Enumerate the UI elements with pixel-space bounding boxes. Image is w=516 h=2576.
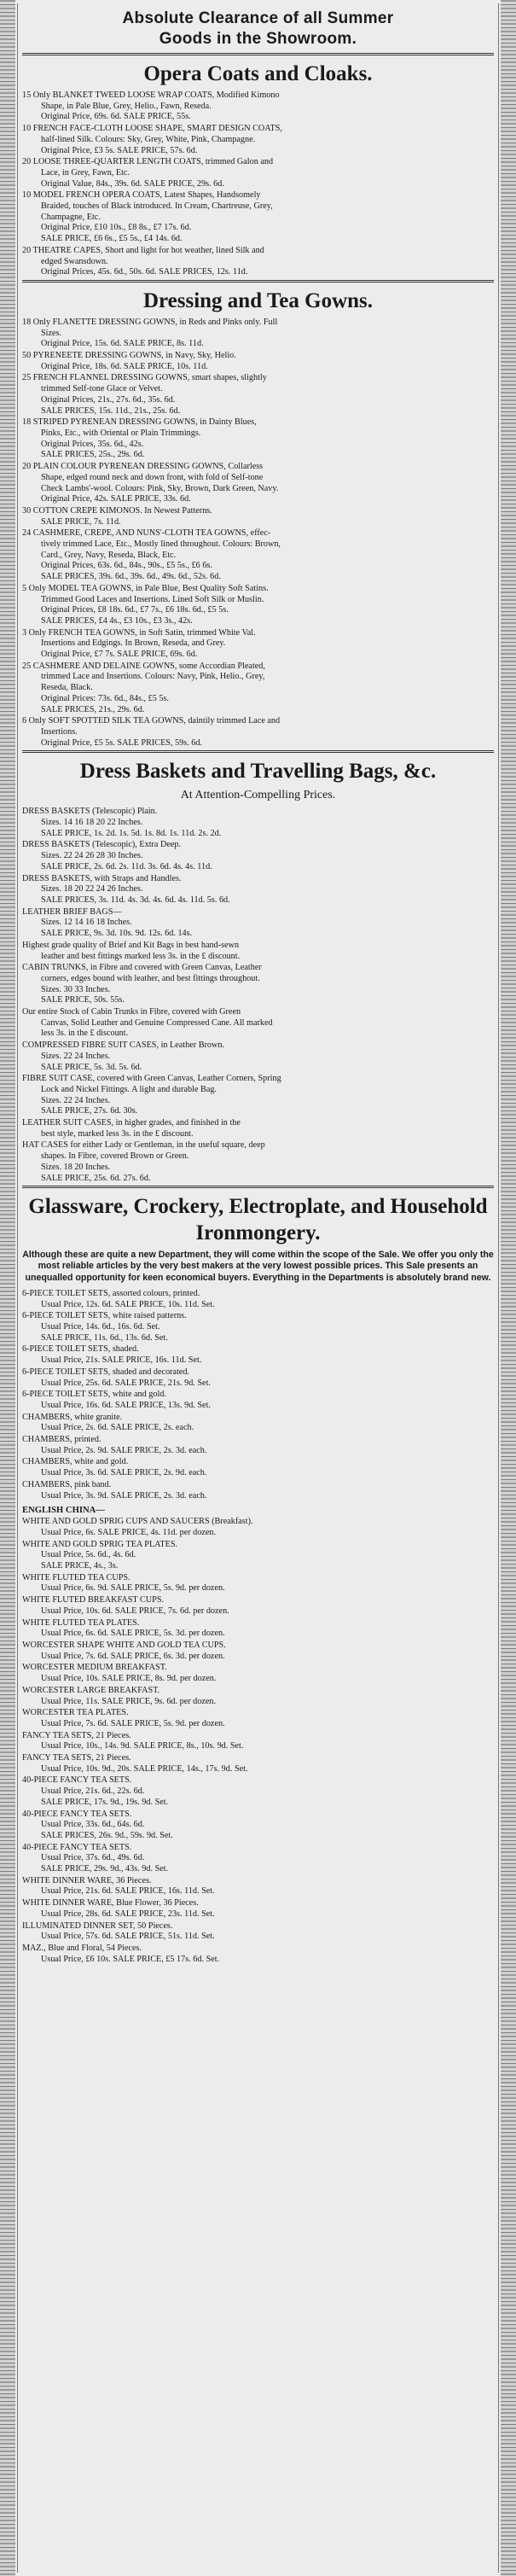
item-line: Usual Price, 6s. 6d. SALE PRICE, 5s. 3d. per dozen. (41, 1629, 225, 1639)
item-line: Original Prices, 21s., 27s. 6d., 35s. 6d. (41, 394, 176, 405)
item-line: WORCESTER MEDIUM BREAKFAST. (22, 1663, 167, 1673)
item-line: DRESS BASKETS (Telescopic), Extra Deep. (22, 840, 182, 850)
item-line: Usual Price, 2s. 6d. SALE PRICE, 2s. each. (41, 1423, 194, 1433)
item-line: 20 THEATRE CAPES, Short and light for hot weather, lined Silk and (22, 245, 264, 255)
item-line: Sizes. 18 20 Inches. (41, 1162, 111, 1172)
item-line: Usual Price, 10s. SALE PRICE, 8s. 9d. per dozen. (41, 1674, 217, 1684)
item-line: Usual Price, 6s. SALE PRICE, 4s. 11d. per dozen. (41, 1527, 217, 1537)
item-line: Usual Price, 16s. 6d. SALE PRICE, 13s. 9d. Set. (41, 1400, 211, 1410)
main-heading-line2: Goods in the Showroom. (159, 30, 357, 48)
subheading: ENGLISH CHINA— (22, 1506, 105, 1516)
item-line: SALE PRICE, 7s. 11d. (41, 516, 121, 527)
item-line: FANCY TEA SETS, 21 Pieces. (22, 1730, 131, 1740)
item-line: 24 CASHMERE, CREPE, AND NUNS'-CLOTH TEA GOWNS, effec- (22, 528, 271, 539)
item-line: Sizes. 18 20 22 24 26 Inches. (41, 884, 143, 895)
item-line: SALE PRICE, 27s. 6d. 30s. (41, 1106, 138, 1116)
item-line: Usual Price, 21s. 6d. SALE PRICE, 16s. 11d. Set. (41, 1886, 215, 1897)
item-line: Usual Price, 7s. 6d. SALE PRICE, 5s. 9d. per dozen. (41, 1718, 225, 1728)
item-line: Shape, edged round neck and down front, with fold of Self-tone (41, 472, 264, 482)
item-line: edged Swansdown. (41, 256, 108, 266)
item-line: leather and best fittings marked less 3s. in the £ discount. (41, 951, 241, 961)
item-line: Original Value, 84s., 39s. 6d. SALE PRICE, 29s. 6d. (41, 178, 224, 189)
item-line: 20 PLAIN COLOUR PYRENEAN DRESSING GOWNS, Collarless (22, 462, 264, 472)
item-line: Usual Price, 3s. 6d. SALE PRICE, 2s. 9d. each. (41, 1468, 207, 1478)
item-line: CHAMBERS, white granite. (22, 1412, 123, 1422)
item-line: WORCESTER LARGE BREAKFAST. (22, 1685, 160, 1695)
item-line: less 3s. in the £ discount. (41, 1029, 129, 1039)
item-line: SALE PRICE, 9s. 3d. 10s. 9d. 12s. 6d. 14s. (41, 929, 193, 939)
item-line: SALE PRICE, 1s. 2d. 1s. 5d. 1s. 8d. 1s. 11d. 2s. 2d. (41, 828, 222, 838)
item-line: WHITE FLUTED TEA CUPS. (22, 1572, 130, 1582)
item-line: SALE PRICE, 4s., 3s. (41, 1561, 119, 1571)
item-line: Usual Price, 33s. 6d., 64s. 6d. (41, 1820, 145, 1830)
item-line: Usual Price, 21s. SALE PRICE, 16s. 11d. Set. (41, 1355, 202, 1366)
item-line: SALE PRICES, 21s., 29s. 6d. (41, 704, 145, 714)
item-line: SALE PRICES, 26s. 9d., 59s. 9d. Set. (41, 1830, 173, 1840)
item-line: FIBRE SUIT CASE, covered with Green Canvas, Leather Corners, Spring (22, 1074, 281, 1084)
item-line: CABIN TRUNKS, in Fibre and covered with Green Canvas, Leather (22, 963, 262, 973)
item-line: Usual Price, 2s. 9d. SALE PRICE, 2s. 3d. each. (41, 1445, 207, 1455)
item-line: Trimmed Good Laces and Insertions. Lined Soft Silk or Muslin. (41, 594, 264, 604)
item-line: Original Prices, 63s. 6d., 84s., 90s., £5 5s., £6 6s. (41, 561, 212, 571)
item-line: trimmed Lace and Insertions. Colours: Navy, Pink, Helio., Grey, (41, 672, 265, 682)
item-line: SALE PRICE, 50s. 55s. (41, 995, 125, 1005)
item-line: WORCESTER SHAPE WHITE AND GOLD TEA CUPS. (22, 1640, 226, 1650)
item-line: Original Prices: 73s. 6d., 84s., £5 5s. (41, 693, 169, 703)
item-line: Check Lambs'-wool. Colours: Pink, Sky, Brown, Dark Green, Navy. (41, 483, 279, 493)
item-line: Usual Price, 28s. 6d. SALE PRICE, 23s. 11d. Set. (41, 1909, 215, 1919)
item-line: Shape, in Pale Blue, Grey, Helio., Fawn, Reseda. (41, 101, 212, 111)
item-line: SALE PRICE, 17s. 9d., 19s. 9d. Set. (41, 1797, 169, 1807)
item-line: Original Prices, £8 18s. 6d., £7 7s., £6 18s. 6d., £5 5s. (41, 605, 229, 615)
item-line: Usual Price, 11s. SALE PRICE, 9s. 6d. per dozen. (41, 1696, 217, 1706)
item-line: Original Prices, 35s. 6d., 42s. (41, 439, 144, 449)
item-line: 50 PYRENEETE DRESSING GOWNS, in Navy, Sky, Helio. (22, 351, 236, 361)
item-line: 15 Only BLANKET TWEED LOOSE WRAP COATS, Modified Kimono (22, 90, 280, 100)
item-line: Highest grade quality of Brief and Kit Bags in best hand-sewn (22, 940, 240, 950)
main-heading-line1: Absolute Clearance of all Summer (122, 9, 394, 27)
item-line: Sizes. 22 24 Inches. (41, 1051, 111, 1061)
item-line: 40-PIECE FANCY TEA SETS. (22, 1842, 132, 1852)
item-line: 40-PIECE FANCY TEA SETS. (22, 1775, 132, 1786)
item-line: Usual Price, 10s. 6d. SALE PRICE, 7s. 6d. per dozen. (41, 1606, 229, 1616)
item-line: LEATHER BRIEF BAGS— (22, 906, 122, 917)
item-line: Usual Price, 21s. 6d., 22s. 6d. (41, 1786, 145, 1797)
item-line: Original Price, £3 5s. SALE PRICE, 57s. 6d. (41, 145, 198, 155)
item-line: CHAMBERS, white and gold. (22, 1457, 129, 1467)
item-line: half-lined Silk. Colours: Sky, Grey, White, Pink, Champagne. (41, 134, 256, 144)
item-line: 25 FRENCH FLANNEL DRESSING GOWNS, smart shapes, slightly (22, 373, 267, 383)
item-line: WHITE FLUTED BREAKFAST CUPS. (22, 1595, 165, 1606)
item-line: Usual Price, 5s. 6d., 4s. 6d. (41, 1550, 136, 1560)
item-line: SALE PRICE, 11s. 6d., 13s. 6d. Set. (41, 1332, 168, 1343)
item-line: Insertions and Edgings. In Brown, Reseda, and Grey. (41, 638, 226, 649)
item-line: Lace, in Grey, Fawn, Etc. (41, 167, 130, 178)
item-line: Original Price, £10 10s., £8 8s., £7 17s. 6d. (41, 223, 192, 233)
item-line: LEATHER SUIT CASES, in higher grades, and finished in the (22, 1118, 241, 1128)
item-line: Sizes. 14 16 18 20 22 Inches. (41, 818, 143, 828)
item-line: Sizes. (41, 328, 62, 338)
item-line: Braided, touches of Black introduced. In Cream, Chartreuse, Grey, (41, 201, 273, 212)
item-line: 6 Only SOFT SPOTTED SILK TEA GOWNS, daintily trimmed Lace and (22, 716, 281, 726)
item-line: SALE PRICES, 15s. 11d., 21s., 25s. 6d. (41, 405, 181, 416)
item-line: Usual Price, 10s., 14s. 9d. SALE PRICE, 8s., 10s. 9d. Set. (41, 1741, 244, 1751)
item-line: SALE PRICES, 25s., 29s. 6d. (41, 450, 145, 460)
section-title: Dressing and Tea Gowns. (142, 288, 374, 312)
item-line: WORCESTER TEA PLATES. (22, 1708, 129, 1718)
item-line: Original Prices, 45s. 6d., 50s. 6d. SALE PRICES, 12s. 11d. (41, 267, 248, 277)
item-line: 6-PIECE TOILET SETS, assorted colours, printed. (22, 1288, 200, 1298)
item-line: SALE PRICES, 39s. 6d., 39s. 6d., 49s. 6d., 52s. 6d. (41, 572, 221, 582)
item-line: 18 STRIPED PYRENEAN DRESSING GOWNS, in Dainty Blues, (22, 417, 257, 428)
item-line: HAT CASES for either Lady or Gentleman, in the useful square, deep (22, 1140, 265, 1151)
item-line: Our entire Stock of Cabin Trunks in Fibre, covered with Green (22, 1007, 241, 1017)
item-line: Usual Price, 37s. 6d., 49s. 6d. (41, 1853, 145, 1863)
section-subtitle: At Attention-Compelling Prices. (180, 789, 336, 802)
item-line: SALE PRICE, £6 6s., £5 5s., £4 14s. 6d. (41, 234, 183, 244)
item-line: Pinks, Etc., with Oriental or Plain Trimmings. (41, 428, 201, 438)
item-line: Usual Price, 25s. 6d. SALE PRICE, 21s. 9d. Set. (41, 1378, 211, 1388)
right-border (501, 0, 516, 2576)
item-line: Usual Price, 3s. 9d. SALE PRICE, 2s. 3d. each. (41, 1490, 207, 1501)
item-line: Original Price, 18s. 6d. SALE PRICE, 10s. 11d. (41, 361, 208, 371)
item-line: Canvas, Solid Leather and Genuine Compressed Cane. All marked (41, 1017, 273, 1028)
section-title: Opera Coats and Cloaks. (143, 62, 373, 85)
item-line: FANCY TEA SETS, 21 Pieces. (22, 1753, 131, 1763)
item-line: best style, marked less 3s. in the £ discount. (41, 1128, 194, 1139)
page-frame (17, 3, 499, 2573)
item-line: Sizes. 22 24 26 28 30 Inches. (41, 851, 143, 861)
item-line: 18 Only FLANETTE DRESSING GOWNS, in Reds and Pinks only. Full (22, 317, 278, 327)
item-line: WHITE FLUTED TEA PLATES. (22, 1617, 140, 1628)
item-line: 5 Only MODEL TEA GOWNS, in Pale Blue, Best Quality Soft Satins. (22, 583, 269, 593)
item-line: Insertions. (41, 726, 78, 737)
item-line: SALE PRICE, 29s. 9d., 43s. 9d. Set. (41, 1864, 169, 1874)
item-line: MAZ., Blue and Floral, 54 Pieces. (22, 1943, 142, 1953)
item-line: 30 COTTON CREPE KIMONOS. In Newest Patterns. (22, 505, 212, 516)
item-line: SALE PRICE, 25s. 6d. 27s. 6d. (41, 1173, 151, 1183)
item-line: SALE PRICES, 3s. 11d. 4s. 3d. 4s. 6d. 4s. 11d. 5s. 6d. (41, 895, 230, 905)
item-line: 20 LOOSE THREE-QUARTER LENGTH COATS, trimmed Galon and (22, 157, 274, 167)
item-line: tively trimmed Lace, Etc., Mostly lined throughout. Colours: Brown, (41, 539, 281, 550)
section-title: Glassware, Crockery, Electroplate, and Household Ironmongery. (28, 1195, 488, 1245)
item-line: Usual Price, 12s. 6d. SALE PRICE, 10s. 11d. Set. (41, 1299, 215, 1309)
item-line: Sizes. 12 14 16 18 Inches. (41, 918, 132, 928)
item-line: corners, edges bound with leather, and best fittings throughout. (41, 973, 260, 983)
item-line: Card., Grey, Navy, Reseda, Black, Etc. (41, 550, 177, 560)
item-line: 6-PIECE TOILET SETS, white and gold. (22, 1390, 166, 1400)
item-line: CHAMBERS, printed. (22, 1435, 101, 1445)
item-line: Usual Price, 14s. 6d., 16s. 6d. Set. (41, 1322, 160, 1332)
item-line: Usual Price, 10s. 9d., 20s. SALE PRICE, 14s., 17s. 9d. Set. (41, 1763, 248, 1774)
item-line: SALE PRICES, £4 4s., £3 10s., £3 3s., 42s. (41, 615, 193, 626)
item-line: Sizes. 30 33 Inches. (41, 984, 111, 994)
item-line: shapes. In Fibre, covered Brown or Green. (41, 1151, 189, 1162)
item-line: Original Price, 42s. SALE PRICE, 33s. 6d. (41, 494, 191, 504)
section-title: Dress Baskets and Travelling Bags, &c. (79, 760, 437, 784)
item-line: DRESS BASKETS (Telescopic) Plain. (22, 807, 158, 817)
item-line: Usual Price, £6 10s. SALE PRICE, £5 17s. 6d. Set. (41, 1954, 220, 1964)
item-line: SALE PRICE, 2s. 6d. 2s. 11d. 3s. 6d. 4s. 4s. 11d. (41, 861, 212, 871)
item-line: 10 FRENCH FACE-CLOTH LOOSE SHAPE, SMART DESIGN COATS, (22, 124, 282, 134)
item-line: Usual Price, 57s. 6d. SALE PRICE, 51s. 11d. Set. (41, 1932, 215, 1942)
item-line: 25 CASHMERE AND DELAINE GOWNS, some Accordian Pleated, (22, 661, 265, 671)
item-line: Lock and Nickel Fittings. A light and durable Bag. (41, 1084, 217, 1094)
item-line: Original Price, 15s. 6d. SALE PRICE, 8s. 11d. (41, 339, 204, 349)
section-intro: Although these are quite a new Department, they will come within the scope of the Sale. We offer you only the most reliable articles by the very best makers at the very lowest possible prices. This Sale presents an unequalled opportunity for keen economical buyers. Everything in the Departments is absolutely brand new. (22, 1250, 494, 1283)
item-line: WHITE AND GOLD SPRIG CUPS AND SAUCERS (Breakfast). (22, 1517, 253, 1527)
item-line: trimmed Self-tone Glace or Velvet. (41, 384, 163, 394)
item-line: ILLUMINATED DINNER SET, 50 Pieces. (22, 1920, 173, 1931)
item-line: Usual Price, 7s. 6d. SALE PRICE, 6s. 3d. per dozen. (41, 1651, 225, 1661)
item-line: DRESS BASKETS, with Straps and Handles. (22, 873, 182, 883)
item-line: 40-PIECE FANCY TEA SETS. (22, 1809, 132, 1819)
item-line: 6-PIECE TOILET SETS, shaded and decorated. (22, 1367, 190, 1377)
item-line: Original Price, £5 5s. SALE PRICES, 59s. 6d. (41, 737, 203, 748)
item-line: WHITE AND GOLD SPRIG TEA PLATES. (22, 1539, 178, 1549)
item-line: Original Price, 69s. 6d. SALE PRICE, 55s. (41, 112, 191, 122)
item-line: SALE PRICE, 5s. 3d. 5s. 6d. (41, 1062, 142, 1072)
item-line: 3 Only FRENCH TEA GOWNS, in Soft Satin, trimmed White Val. (22, 627, 256, 638)
item-line: Original Price, £7 7s. SALE PRICE, 69s. 6d. (41, 650, 198, 660)
item-line: Sizes. 22 24 Inches. (41, 1095, 111, 1105)
item-line: 6-PIECE TOILET SETS, shaded. (22, 1344, 139, 1355)
item-line: 6-PIECE TOILET SETS, white raised patterns. (22, 1311, 187, 1321)
item-line: Usual Price, 6s. 9d. SALE PRICE, 5s. 9d. per dozen. (41, 1583, 225, 1594)
item-line: Reseda, Black. (41, 683, 93, 693)
item-line: WHITE DINNER WARE, Blue Flower, 36 Pieces. (22, 1898, 199, 1909)
item-line: WHITE DINNER WARE, 36 Pieces. (22, 1875, 152, 1885)
item-line: 10 MODEL FRENCH OPERA COATS, Latest Shapes, Handsomely (22, 190, 261, 201)
item-line: Champagne, Etc. (41, 212, 101, 222)
item-line: CHAMBERS, pink band. (22, 1479, 112, 1489)
left-border (0, 0, 15, 2576)
item-line: COMPRESSED FIBRE SUIT CASES, in Leather Brown. (22, 1040, 224, 1051)
